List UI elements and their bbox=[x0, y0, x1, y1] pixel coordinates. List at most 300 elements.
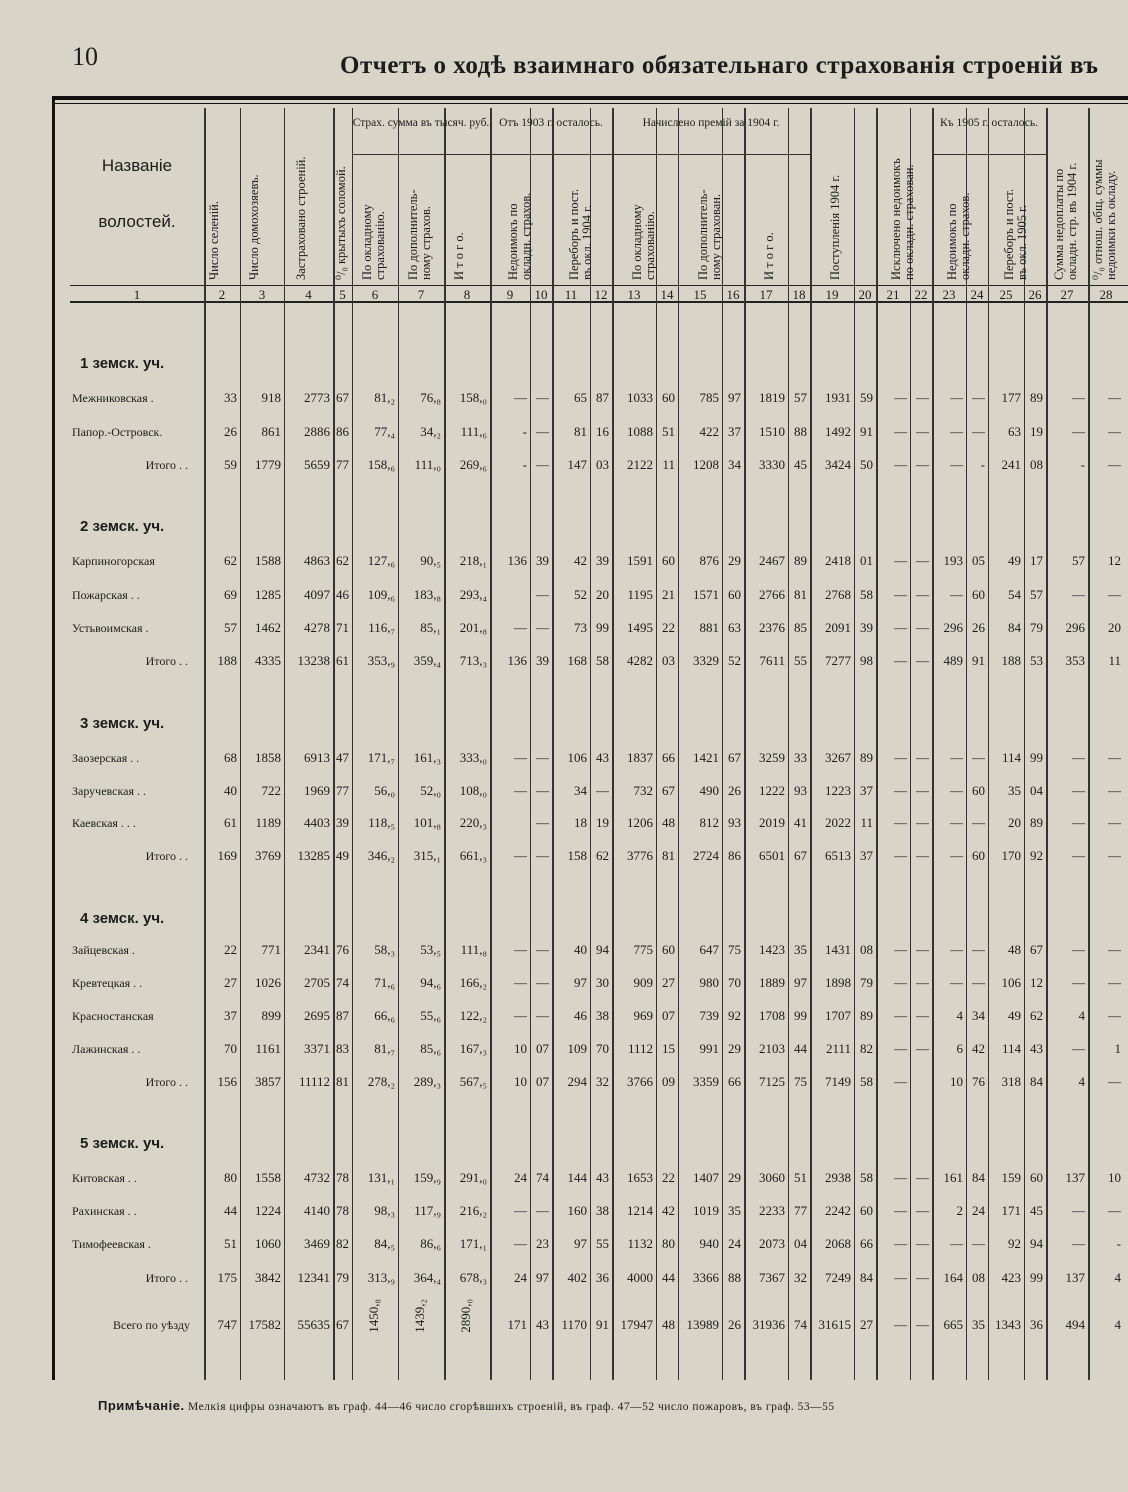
table-cell: 11112 bbox=[298, 1074, 330, 1089]
table-cell: 66 bbox=[662, 750, 675, 765]
table-cell: 80 bbox=[224, 1170, 237, 1185]
table-cell: — bbox=[1072, 815, 1085, 830]
table-cell: 899 bbox=[261, 1008, 281, 1023]
table-cell: 318 bbox=[1001, 1074, 1021, 1089]
table-cell: 3776 bbox=[627, 848, 653, 863]
table-cell: 812 bbox=[699, 815, 719, 830]
table-cell: 2467 bbox=[759, 553, 785, 568]
table-cell: 09 bbox=[662, 1074, 675, 1089]
table-cell: 2068 bbox=[825, 1236, 851, 1251]
table-cell: 1889 bbox=[759, 975, 785, 990]
table-cell: 2341 bbox=[304, 942, 330, 957]
table-cell: 82 bbox=[860, 1041, 873, 1056]
table-cell: 71,₆ bbox=[374, 975, 395, 990]
table-cell: 61 bbox=[336, 653, 349, 668]
table-cell: 6913 bbox=[304, 750, 330, 765]
table-cell: 59 bbox=[860, 390, 873, 405]
table-cell: 92 bbox=[1030, 848, 1043, 863]
table-cell: 2418 bbox=[825, 553, 851, 568]
table-cell: 57 bbox=[1072, 553, 1085, 568]
column-number: 22 bbox=[914, 287, 928, 302]
table-cell: — bbox=[1072, 1203, 1085, 1218]
table-cell: 60 bbox=[972, 783, 985, 798]
table-cell: 294 bbox=[567, 1074, 587, 1089]
table-cell: 79 bbox=[336, 1270, 349, 1285]
volost-name: Заручевская . . bbox=[72, 784, 146, 798]
table-cell: 4 bbox=[1078, 1074, 1085, 1089]
volost-name: Лажинская . . bbox=[72, 1042, 141, 1056]
table-cell: 67 bbox=[1030, 942, 1043, 957]
table-cell: 2938 bbox=[825, 1170, 851, 1185]
table-cell: 1969 bbox=[304, 783, 330, 798]
column-number: 7 bbox=[417, 287, 425, 302]
table-cell: — bbox=[894, 975, 907, 990]
header-arrears-1905: Недоимокъ по окладн. страхов. bbox=[945, 192, 972, 280]
table-cell: 55 bbox=[596, 1236, 609, 1251]
table-cell: 3359 bbox=[693, 1074, 719, 1089]
table-cell: 775 bbox=[633, 942, 653, 957]
table-cell: 402 bbox=[567, 1270, 587, 1285]
table-cell: 22 bbox=[662, 620, 675, 635]
table-cell: 158,₆ bbox=[367, 457, 395, 472]
table-cell: 62 bbox=[596, 848, 609, 863]
table-cell: 98,₃ bbox=[374, 1203, 395, 1218]
table-cell: — bbox=[916, 815, 929, 830]
table-cell: 41 bbox=[794, 815, 807, 830]
table-cell: 109,₆ bbox=[367, 587, 395, 602]
table-cell: — bbox=[536, 815, 549, 830]
table-cell: 66 bbox=[728, 1074, 741, 1089]
table-cell: 97 bbox=[574, 1236, 587, 1251]
volost-name: Китовская . . bbox=[72, 1171, 137, 1185]
table-cell: 160 bbox=[567, 1203, 587, 1218]
table-cell: 45 bbox=[794, 457, 807, 472]
table-cell: — bbox=[916, 587, 929, 602]
table-cell: 170 bbox=[1001, 848, 1021, 863]
table-cell: 48 bbox=[662, 815, 675, 830]
column-number: 21 bbox=[886, 287, 900, 302]
table-cell: 193 bbox=[943, 553, 963, 568]
table-cell: 57 bbox=[1030, 587, 1043, 602]
table-cell: 42 bbox=[662, 1203, 675, 1218]
table-cell: — bbox=[950, 750, 963, 765]
table-cell: 91 bbox=[860, 424, 873, 439]
table-cell: — bbox=[916, 390, 929, 405]
table-cell: — bbox=[916, 975, 929, 990]
table-cell: 23 bbox=[536, 1236, 549, 1251]
table-cell: 7277 bbox=[825, 653, 851, 668]
table-cell: 67 bbox=[662, 783, 675, 798]
table-cell: 732 bbox=[633, 783, 653, 798]
table-cell: — bbox=[916, 620, 929, 635]
table-cell: 52 bbox=[574, 587, 587, 602]
column-number: 8 bbox=[463, 287, 471, 302]
table-cell: 16 bbox=[596, 424, 609, 439]
column-number: 15 bbox=[693, 287, 707, 302]
section-title: 1 земск. уч. bbox=[80, 355, 165, 372]
table-cell: 10 bbox=[950, 1074, 963, 1089]
table-cell: 722 bbox=[261, 783, 281, 798]
table-cell: 969 bbox=[633, 1008, 653, 1023]
table-cell: 1206 bbox=[627, 815, 653, 830]
group-underline bbox=[352, 154, 490, 155]
table-cell: 1450,₈ bbox=[366, 1299, 381, 1333]
header-excluded-arrears: Исключено недоимокъ по окладн. страхован. bbox=[889, 158, 916, 280]
table-cell: 26 bbox=[728, 1317, 741, 1332]
column-number: 20 bbox=[858, 287, 872, 302]
table-cell: — bbox=[1108, 1203, 1121, 1218]
table-cell: 63 bbox=[728, 620, 741, 635]
table-cell: — bbox=[950, 815, 963, 830]
table-cell: 24 bbox=[514, 1270, 527, 1285]
table-cell: 30 bbox=[596, 975, 609, 990]
table-cell: 27 bbox=[224, 975, 237, 990]
group-underline bbox=[932, 154, 1046, 155]
column-number: 10 bbox=[534, 287, 548, 302]
table-cell: 1285 bbox=[255, 587, 281, 602]
table-cell: 39 bbox=[336, 815, 349, 830]
table-cell: 6 bbox=[956, 1041, 963, 1056]
table-cell: 3769 bbox=[255, 848, 281, 863]
table-cell: 81 bbox=[336, 1074, 349, 1089]
table-cell: 188 bbox=[1001, 653, 1021, 668]
table-cell: 353 bbox=[1065, 653, 1085, 668]
table-cell: 07 bbox=[536, 1041, 549, 1056]
table-cell: 3842 bbox=[255, 1270, 281, 1285]
table-cell: 47 bbox=[336, 750, 349, 765]
table-cell: 1571 bbox=[693, 587, 719, 602]
table-cell: — bbox=[514, 620, 527, 635]
table-cell: — bbox=[916, 424, 929, 439]
table-cell: — bbox=[1108, 942, 1121, 957]
column-number: 13 bbox=[627, 287, 641, 302]
table-cell: 65 bbox=[574, 390, 587, 405]
table-cell: 84 bbox=[1008, 620, 1021, 635]
table-cell: — bbox=[596, 783, 609, 798]
table-cell: 74 bbox=[536, 1170, 549, 1185]
table-cell: 07 bbox=[536, 1074, 549, 1089]
section-title: 4 земск. уч. bbox=[80, 910, 165, 927]
subtotal-label: Итого . . bbox=[145, 458, 188, 472]
table-cell: 84,₅ bbox=[374, 1236, 395, 1251]
table-cell: 44 bbox=[662, 1270, 675, 1285]
table-cell: 13238 bbox=[297, 653, 330, 668]
table-cell: 2890,₀ bbox=[458, 1299, 473, 1333]
table-cell: — bbox=[894, 620, 907, 635]
table-cell: 116,₇ bbox=[368, 620, 395, 635]
table-cell: 665 bbox=[943, 1317, 963, 1332]
subtotal-label: Итого . . bbox=[145, 849, 188, 863]
table-cell: 1819 bbox=[759, 390, 785, 405]
table-cell: 50 bbox=[860, 457, 873, 472]
header-overpay-1905: Переборъ и пост. въ окл. 1905 г. bbox=[1002, 188, 1029, 280]
table-cell: — bbox=[894, 1170, 907, 1185]
table-cell: — bbox=[916, 1317, 929, 1332]
table-cell: 2773 bbox=[304, 390, 330, 405]
table-cell: 7249 bbox=[825, 1270, 851, 1285]
name-column-header-line2: волостей. bbox=[98, 212, 176, 231]
table-cell: — bbox=[894, 653, 907, 668]
table-cell: 7125 bbox=[759, 1074, 785, 1089]
table-cell: 164 bbox=[943, 1270, 963, 1285]
table-cell: 32 bbox=[794, 1270, 807, 1285]
table-cell: 159,₉ bbox=[413, 1170, 441, 1185]
table-cell: 82 bbox=[336, 1236, 349, 1251]
table-cell: 81,₂ bbox=[374, 390, 395, 405]
table-cell: 918 bbox=[261, 390, 281, 405]
table-cell: — bbox=[536, 457, 549, 472]
table-cell: — bbox=[1072, 975, 1085, 990]
table-cell: 21 bbox=[662, 587, 675, 602]
table-cell: 51 bbox=[794, 1170, 807, 1185]
table-cell: 79 bbox=[860, 975, 873, 990]
table-cell: 92 bbox=[1008, 1236, 1021, 1251]
table-cell: — bbox=[950, 1236, 963, 1251]
table-cell: — bbox=[514, 1236, 527, 1251]
table-cell: 7367 bbox=[759, 1270, 785, 1285]
table-cell: 55 bbox=[794, 653, 807, 668]
header-settlements: Число селеній. bbox=[207, 201, 221, 280]
table-cell: — bbox=[536, 1203, 549, 1218]
table-cell: - bbox=[1080, 457, 1085, 472]
table-cell: — bbox=[514, 390, 527, 405]
table-cell: 75 bbox=[794, 1074, 807, 1089]
table-cell: 494 bbox=[1065, 1317, 1085, 1332]
volost-name: Заозерская . . bbox=[72, 751, 140, 765]
table-cell: — bbox=[972, 1236, 985, 1251]
table-cell: 57 bbox=[794, 390, 807, 405]
table-cell: 1707 bbox=[825, 1008, 851, 1023]
table-cell: 3766 bbox=[627, 1074, 653, 1089]
table-cell: 97 bbox=[536, 1270, 549, 1285]
table-cell: — bbox=[950, 424, 963, 439]
table-cell: - bbox=[522, 457, 527, 472]
table-cell: — bbox=[894, 1074, 907, 1089]
table-cell: 45 bbox=[1030, 1203, 1043, 1218]
table-cell: 67 bbox=[336, 1317, 349, 1332]
table-cell: — bbox=[1108, 750, 1121, 765]
table-cell: 118,₅ bbox=[368, 815, 395, 830]
table-cell: 35 bbox=[794, 942, 807, 957]
table-cell: 07 bbox=[662, 1008, 675, 1023]
table-cell: — bbox=[894, 1236, 907, 1251]
table-cell: — bbox=[514, 848, 527, 863]
table-cell: 1026 bbox=[255, 975, 281, 990]
table-cell: — bbox=[916, 653, 929, 668]
table-cell: — bbox=[894, 1041, 907, 1056]
subtotal-label: Итого . . bbox=[145, 654, 188, 668]
table-cell: 876 bbox=[699, 553, 719, 568]
table-cell: 26 bbox=[728, 783, 741, 798]
table-cell: 168 bbox=[567, 653, 587, 668]
table-cell: 2886 bbox=[304, 424, 330, 439]
table-cell: — bbox=[536, 942, 549, 957]
header-straw-percent: ⁰/₀ крытыхъ соломой. bbox=[334, 166, 348, 280]
table-cell: 34 bbox=[728, 457, 741, 472]
table-cell: 12341 bbox=[297, 1270, 330, 1285]
table-cell: 1558 bbox=[255, 1170, 281, 1185]
table-cell: — bbox=[916, 1236, 929, 1251]
table-cell: 88 bbox=[728, 1270, 741, 1285]
table-cell: 97 bbox=[794, 975, 807, 990]
name-column-header-line1: Названіе bbox=[101, 156, 173, 175]
table-cell: 567,₅ bbox=[459, 1074, 487, 1089]
table-cell: 74 bbox=[794, 1317, 807, 1332]
table-cell: 269,₆ bbox=[459, 457, 487, 472]
table-cell: 1170 bbox=[561, 1317, 587, 1332]
table-cell: 53 bbox=[1030, 653, 1043, 668]
table-cell: 94,₆ bbox=[420, 975, 441, 990]
table-cell: 15 bbox=[662, 1041, 675, 1056]
column-number: 5 bbox=[339, 287, 346, 302]
table-cell: 81 bbox=[794, 587, 807, 602]
table-cell: — bbox=[514, 1008, 527, 1023]
table-cell: 97 bbox=[728, 390, 741, 405]
table-cell: — bbox=[1072, 848, 1085, 863]
table-cell: 55635 bbox=[297, 1317, 330, 1332]
group-underline bbox=[612, 154, 810, 155]
table-cell: 94 bbox=[1030, 1236, 1043, 1251]
table-cell: — bbox=[1072, 942, 1085, 957]
table-cell: — bbox=[514, 783, 527, 798]
table-cell: 19 bbox=[596, 815, 609, 830]
table-cell: — bbox=[972, 975, 985, 990]
table-cell: 4 bbox=[956, 1008, 963, 1023]
table-cell: — bbox=[894, 587, 907, 602]
table-cell: 1195 bbox=[627, 587, 653, 602]
table-cell: 2022 bbox=[825, 815, 851, 830]
table-cell: 69 bbox=[224, 587, 237, 602]
header-additional-insurance: По дополнитель- ному страхов. bbox=[406, 189, 433, 280]
table-cell: 42 bbox=[574, 553, 587, 568]
table-cell: 218,₁ bbox=[459, 553, 487, 568]
table-cell: — bbox=[916, 783, 929, 798]
table-cell: 51 bbox=[224, 1236, 237, 1251]
table-cell: 76 bbox=[972, 1074, 985, 1089]
table-cell: 2 bbox=[956, 1203, 963, 1218]
table-cell: 3469 bbox=[304, 1236, 330, 1251]
table-cell: 83 bbox=[336, 1041, 349, 1056]
column-number: 23 bbox=[942, 287, 956, 302]
table-cell: 44 bbox=[224, 1203, 237, 1218]
table-cell: 2705 bbox=[304, 975, 330, 990]
table-cell: 296 bbox=[1065, 620, 1085, 635]
table-cell: 909 bbox=[633, 975, 653, 990]
table-cell: 1161 bbox=[255, 1041, 281, 1056]
table-cell: 77 bbox=[336, 457, 349, 472]
table-cell: 2073 bbox=[759, 1236, 785, 1251]
table-cell: 289,₃ bbox=[413, 1074, 441, 1089]
table-cell: 3857 bbox=[255, 1074, 281, 1089]
table-cell: 106 bbox=[1001, 975, 1021, 990]
table-cell: 101,₈ bbox=[413, 815, 441, 830]
table-cell: 34 bbox=[972, 1008, 985, 1023]
table-cell: 747 bbox=[217, 1317, 237, 1332]
table-cell: 1591 bbox=[627, 553, 653, 568]
table-cell: - bbox=[1116, 1236, 1121, 1251]
table-cell: 35 bbox=[1008, 783, 1021, 798]
table-cell: — bbox=[894, 1270, 907, 1285]
page-number: 10 bbox=[72, 42, 98, 71]
table-cell: 315,₁ bbox=[413, 848, 441, 863]
table-cell: 46 bbox=[574, 1008, 587, 1023]
table-cell: 19 bbox=[1030, 424, 1043, 439]
column-number: 11 bbox=[564, 287, 578, 302]
group-from-1903: Отъ 1903 г. осталось. bbox=[499, 117, 603, 129]
table-cell: 1223 bbox=[825, 783, 851, 798]
header-insured-buildings: Застраховано строеній. bbox=[293, 156, 308, 280]
table-cell: 111,₈ bbox=[460, 942, 487, 957]
table-cell: 62 bbox=[336, 553, 349, 568]
table-cell: 1112 bbox=[627, 1041, 653, 1056]
table-cell: 1495 bbox=[627, 620, 653, 635]
table-cell: — bbox=[1108, 1008, 1121, 1023]
table-cell: 131,₁ bbox=[367, 1170, 395, 1185]
column-number: 28 bbox=[1099, 287, 1113, 302]
table-cell: — bbox=[536, 390, 549, 405]
table-cell: 67 bbox=[728, 750, 741, 765]
table-cell: 97 bbox=[574, 975, 587, 990]
table-cell: 78 bbox=[336, 1203, 349, 1218]
table-cell: — bbox=[972, 750, 985, 765]
table-cell: 156 bbox=[217, 1074, 237, 1089]
table-cell: 11 bbox=[662, 457, 675, 472]
table-cell: 52,₀ bbox=[420, 783, 441, 798]
table-cell: 93 bbox=[728, 815, 741, 830]
header-underpayment: Сумма недоплаты по окладн. стр. въ 1904 г. bbox=[1052, 162, 1079, 280]
table-cell: 38 bbox=[596, 1008, 609, 1023]
table-cell: 75 bbox=[728, 942, 741, 957]
table-cell: 216,₂ bbox=[459, 1203, 487, 1218]
table-cell: 60 bbox=[972, 848, 985, 863]
table-cell: 364,₄ bbox=[413, 1270, 441, 1285]
table-cell: 1653 bbox=[627, 1170, 653, 1185]
table-cell: 38 bbox=[596, 1203, 609, 1218]
header-arrears-ratio: ⁰/₀ отнош. общ. суммы недоимки къ окладу. bbox=[1091, 159, 1118, 280]
table-cell: 32 bbox=[596, 1074, 609, 1089]
table-cell: 99 bbox=[1030, 1270, 1043, 1285]
table-cell: 3371 bbox=[304, 1041, 330, 1056]
table-cell: 85 bbox=[794, 620, 807, 635]
table-cell: 08 bbox=[972, 1270, 985, 1285]
table-cell: 22 bbox=[224, 942, 237, 957]
table-cell: — bbox=[916, 1170, 929, 1185]
table-cell: 3267 bbox=[825, 750, 851, 765]
table-cell: — bbox=[536, 750, 549, 765]
table-cell: 861 bbox=[261, 424, 281, 439]
table-cell: 60 bbox=[1030, 1170, 1043, 1185]
table-cell: — bbox=[972, 390, 985, 405]
table-cell: 93 bbox=[794, 783, 807, 798]
table-cell: 31936 bbox=[752, 1317, 785, 1332]
table-cell: 111,₀ bbox=[414, 457, 441, 472]
table-cell: — bbox=[1072, 587, 1085, 602]
table-cell: 980 bbox=[699, 975, 719, 990]
table-cell: 4097 bbox=[304, 587, 330, 602]
table-cell: - bbox=[980, 457, 985, 472]
table-cell: — bbox=[916, 848, 929, 863]
table-cell: — bbox=[536, 975, 549, 990]
table-cell: 40 bbox=[224, 783, 237, 798]
table-cell: — bbox=[894, 457, 907, 472]
table-cell: 89 bbox=[860, 1008, 873, 1023]
table-cell: 2695 bbox=[304, 1008, 330, 1023]
table-cell: 24 bbox=[972, 1203, 985, 1218]
table-cell: 48 bbox=[1008, 942, 1021, 957]
table-cell: — bbox=[894, 783, 907, 798]
table-cell: 1779 bbox=[255, 457, 281, 472]
table-cell: 2376 bbox=[759, 620, 785, 635]
